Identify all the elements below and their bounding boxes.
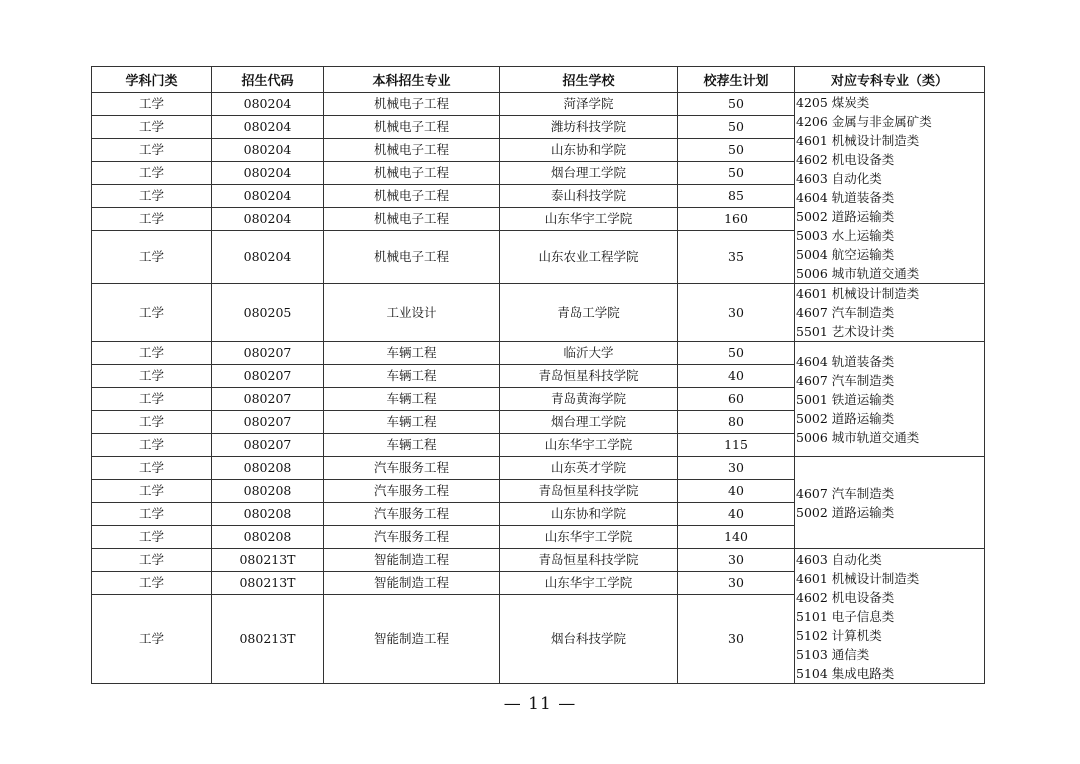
header-code: 招生代码 xyxy=(212,67,324,93)
cell-major: 车辆工程 xyxy=(324,365,500,388)
mapping-item: 4602 机电设备类 xyxy=(796,589,895,605)
cell-code: 080213T xyxy=(212,549,324,572)
cell-major: 汽车服务工程 xyxy=(324,503,500,526)
table-body xyxy=(92,93,985,684)
cell-quota: 50 xyxy=(678,342,795,365)
cell-code: 080207 xyxy=(212,434,324,457)
cell-discipline: 工学 xyxy=(92,185,212,208)
cell-major: 车辆工程 xyxy=(324,342,500,365)
table-row xyxy=(92,93,985,116)
cell-discipline: 工学 xyxy=(92,162,212,185)
cell-major: 机械电子工程 xyxy=(324,185,500,208)
cell-quota: 115 xyxy=(678,434,795,457)
header-mapping: 对应专科专业（类） xyxy=(795,67,985,93)
cell-code: 080208 xyxy=(212,457,324,480)
cell-major: 智能制造工程 xyxy=(324,549,500,572)
admissions-table xyxy=(91,66,985,684)
cell-quota: 60 xyxy=(678,388,795,411)
cell-school: 青岛黄海学院 xyxy=(500,388,678,411)
mapping-item: 4607 汽车制造类 xyxy=(796,485,895,501)
cell-school: 烟台科技学院 xyxy=(500,595,678,684)
cell-quota: 85 xyxy=(678,185,795,208)
cell-quota: 40 xyxy=(678,503,795,526)
cell-major: 车辆工程 xyxy=(324,411,500,434)
cell-quota: 80 xyxy=(678,411,795,434)
cell-discipline: 工学 xyxy=(92,284,212,342)
table-header-row xyxy=(92,67,985,93)
cell-quota: 140 xyxy=(678,526,795,549)
cell-quota: 30 xyxy=(678,549,795,572)
cell-code: 080208 xyxy=(212,503,324,526)
mapping-item: 5004 航空运输类 xyxy=(796,247,895,262)
mapping-item: 4603 自动化类 xyxy=(796,551,882,567)
cell-major: 智能制造工程 xyxy=(324,595,500,684)
table-row xyxy=(92,457,985,480)
cell-school: 山东农业工程学院 xyxy=(500,231,678,284)
cell-major: 机械电子工程 xyxy=(324,139,500,162)
mapping-item: 5102 计算机类 xyxy=(796,627,882,643)
cell-discipline: 工学 xyxy=(92,480,212,503)
cell-code: 080213T xyxy=(212,595,324,684)
cell-code: 080204 xyxy=(212,185,324,208)
mapping-item: 5001 铁道运输类 xyxy=(796,391,895,407)
cell-quota: 30 xyxy=(678,572,795,595)
cell-mapping xyxy=(795,93,985,284)
mapping-item: 4601 机械设计制造类 xyxy=(796,286,920,301)
cell-school: 山东华宇工学院 xyxy=(500,434,678,457)
cell-school: 烟台理工学院 xyxy=(500,162,678,185)
cell-discipline: 工学 xyxy=(92,365,212,388)
cell-quota: 30 xyxy=(678,284,795,342)
header-quota: 校荐生计划 xyxy=(678,67,795,93)
cell-quota: 30 xyxy=(678,457,795,480)
cell-discipline: 工学 xyxy=(92,93,212,116)
cell-major: 机械电子工程 xyxy=(324,116,500,139)
table-row xyxy=(92,342,985,365)
cell-code: 080205 xyxy=(212,284,324,342)
cell-code: 080207 xyxy=(212,388,324,411)
cell-major: 汽车服务工程 xyxy=(324,457,500,480)
cell-discipline: 工学 xyxy=(92,342,212,365)
cell-school: 菏泽学院 xyxy=(500,93,678,116)
cell-school: 烟台理工学院 xyxy=(500,411,678,434)
header-discipline: 学科门类 xyxy=(92,67,212,93)
cell-mapping xyxy=(795,284,985,342)
cell-code: 080208 xyxy=(212,480,324,503)
mapping-item: 4601 机械设计制造类 xyxy=(796,133,920,148)
mapping-item: 5006 城市轨道交通类 xyxy=(796,266,920,281)
page-number: — 11 — xyxy=(503,694,577,714)
cell-discipline: 工学 xyxy=(92,139,212,162)
header-major: 本科招生专业 xyxy=(324,67,500,93)
mapping-item: 4607 汽车制造类 xyxy=(796,372,895,388)
cell-discipline: 工学 xyxy=(92,116,212,139)
cell-school: 潍坊科技学院 xyxy=(500,116,678,139)
cell-discipline: 工学 xyxy=(92,411,212,434)
cell-mapping xyxy=(795,342,985,457)
cell-quota: 35 xyxy=(678,231,795,284)
cell-discipline: 工学 xyxy=(92,388,212,411)
cell-discipline: 工学 xyxy=(92,572,212,595)
cell-school: 青岛恒星科技学院 xyxy=(500,480,678,503)
mapping-item: 4205 煤炭类 xyxy=(796,95,870,110)
mapping-item: 5104 集成电路类 xyxy=(796,665,895,681)
cell-school: 山东华宇工学院 xyxy=(500,208,678,231)
cell-major: 汽车服务工程 xyxy=(324,480,500,503)
cell-discipline: 工学 xyxy=(92,208,212,231)
mapping-item: 5101 电子信息类 xyxy=(796,608,895,624)
mapping-item: 5002 道路运输类 xyxy=(796,504,895,520)
cell-major: 机械电子工程 xyxy=(324,162,500,185)
mapping-item: 4602 机电设备类 xyxy=(796,152,895,167)
cell-code: 080208 xyxy=(212,526,324,549)
cell-school: 青岛恒星科技学院 xyxy=(500,365,678,388)
cell-code: 080213T xyxy=(212,572,324,595)
cell-major: 车辆工程 xyxy=(324,434,500,457)
cell-school: 临沂大学 xyxy=(500,342,678,365)
cell-major: 机械电子工程 xyxy=(324,231,500,284)
mapping-item: 5006 城市轨道交通类 xyxy=(796,429,920,445)
cell-major: 汽车服务工程 xyxy=(324,526,500,549)
cell-code: 080204 xyxy=(212,93,324,116)
cell-school: 山东华宇工学院 xyxy=(500,526,678,549)
cell-quota: 30 xyxy=(678,595,795,684)
cell-code: 080204 xyxy=(212,231,324,284)
cell-school: 山东英才学院 xyxy=(500,457,678,480)
cell-school: 山东协和学院 xyxy=(500,503,678,526)
cell-discipline: 工学 xyxy=(92,503,212,526)
cell-school: 山东华宇工学院 xyxy=(500,572,678,595)
mapping-item: 5501 艺术设计类 xyxy=(796,324,895,339)
cell-code: 080204 xyxy=(212,139,324,162)
mapping-item: 4607 汽车制造类 xyxy=(796,305,895,320)
cell-quota: 50 xyxy=(678,116,795,139)
mapping-item: 5103 通信类 xyxy=(796,646,870,662)
cell-major: 车辆工程 xyxy=(324,388,500,411)
cell-school: 青岛工学院 xyxy=(500,284,678,342)
cell-discipline: 工学 xyxy=(92,434,212,457)
mapping-item: 4603 自动化类 xyxy=(796,171,882,186)
cell-code: 080207 xyxy=(212,365,324,388)
cell-discipline: 工学 xyxy=(92,457,212,480)
cell-quota: 40 xyxy=(678,480,795,503)
mapping-item: 5003 水上运输类 xyxy=(796,228,895,243)
cell-discipline: 工学 xyxy=(92,595,212,684)
cell-quota: 160 xyxy=(678,208,795,231)
cell-code: 080207 xyxy=(212,411,324,434)
cell-quota: 50 xyxy=(678,162,795,185)
cell-discipline: 工学 xyxy=(92,231,212,284)
cell-code: 080204 xyxy=(212,116,324,139)
cell-school: 青岛恒星科技学院 xyxy=(500,549,678,572)
cell-code: 080204 xyxy=(212,208,324,231)
cell-discipline: 工学 xyxy=(92,549,212,572)
cell-quota: 50 xyxy=(678,139,795,162)
cell-quota: 50 xyxy=(678,93,795,116)
mapping-item: 4604 轨道装备类 xyxy=(796,353,895,369)
table-row xyxy=(92,284,985,342)
mapping-item: 4604 轨道装备类 xyxy=(796,190,895,205)
cell-mapping xyxy=(795,549,985,684)
cell-major: 机械电子工程 xyxy=(324,93,500,116)
cell-code: 080204 xyxy=(212,162,324,185)
cell-major: 机械电子工程 xyxy=(324,208,500,231)
cell-code: 080207 xyxy=(212,342,324,365)
cell-school: 山东协和学院 xyxy=(500,139,678,162)
mapping-item: 4601 机械设计制造类 xyxy=(796,570,920,586)
cell-quota: 40 xyxy=(678,365,795,388)
mapping-item: 5002 道路运输类 xyxy=(796,410,895,426)
cell-school: 泰山科技学院 xyxy=(500,185,678,208)
mapping-item: 4206 金属与非金属矿类 xyxy=(796,114,932,129)
cell-major: 工业设计 xyxy=(324,284,500,342)
mapping-item: 5002 道路运输类 xyxy=(796,209,895,224)
cell-mapping xyxy=(795,457,985,549)
header-school: 招生学校 xyxy=(500,67,678,93)
cell-major: 智能制造工程 xyxy=(324,572,500,595)
table-row xyxy=(92,549,985,572)
cell-discipline: 工学 xyxy=(92,526,212,549)
